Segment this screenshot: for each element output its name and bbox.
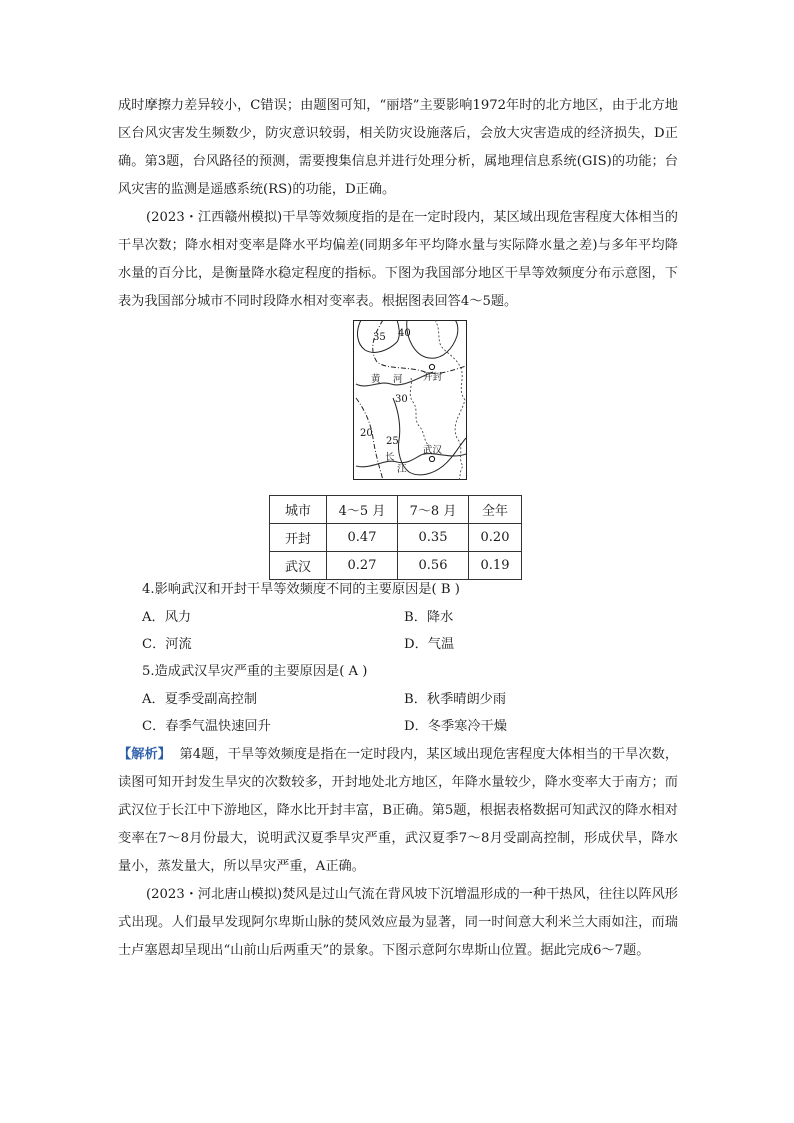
foehn-intro-text: (2023・河北唐山模拟)焚风是过山气流在背风坡下沉增温形成的一种干热风，往往以阵风形式出现。人们最早发现阿尔卑斯山脉的焚风效应最为显著，同一时间意大利米兰大雨如注，而瑞士卢塞恩却呈现出“山前山后两重天”的景象。下图示意阿尔卑斯山位置。据此完成6～7题。	[118, 887, 678, 958]
question-5-option: C．春季气温快速回升	[142, 719, 271, 734]
table-header-cell: 全年	[469, 496, 522, 524]
kaifeng-label: 开封	[423, 372, 443, 383]
paragraph-analysis	[118, 741, 678, 881]
table-cell: 0.19	[469, 552, 522, 580]
huanghe-label-2: 河	[393, 374, 403, 385]
contour-label-20: 20	[360, 428, 373, 439]
table-cell: 开封	[270, 524, 327, 552]
drought-frequency-map	[353, 320, 467, 480]
analysis-text: 第4题，干旱等效频度是指在一定时段内，某区域出现危害程度大体相当的干旱次数，读图可知开封发生旱灾的次数较多，开封地处北方地区，年降水量较少，降水变率大于南方；而武汉位于长江中下游地区，降水比开封丰富，B正确。第5题，根据表格数据可知武汉的降水相对变率在7～8月份最大，说明武汉夏季旱灾严重，武汉夏季7～8月受副高控制，形成伏旱，降水量小，蒸发量大，所以旱灾严重，A正确。	[118, 747, 679, 874]
table-cell: 0.47	[327, 524, 398, 552]
table-cell: 0.20	[469, 524, 522, 552]
question-5-option: D．冬季寒冷干燥	[404, 719, 507, 734]
paragraph-drought-intro	[118, 204, 678, 316]
question-4-option: A．风力	[142, 610, 192, 625]
paragraph-foehn-intro	[118, 881, 678, 965]
table-row	[270, 524, 522, 552]
changjiang-label-2: 江	[397, 464, 407, 475]
kaifeng-marker	[429, 364, 434, 369]
paragraph-typhoon-analysis: 成时摩擦力差异较小，C错误；由题图可知，“丽塔”主要影响1972年时的北方地区，由于北方地区台风灾害发生频数少，防灾意识较弱，相关防灾设施落后，会放大灾害造成的经济损失，D正确。第3题，台风路径的预测，需要搜集信息并进行处理分析，属地理信息系统(GIS)的功能；台风灾害的监测是遥感系统(RS)的功能，D正确。	[118, 98, 678, 197]
table-cell: 0.35	[398, 524, 469, 552]
question-4-option: D．气温	[404, 637, 455, 652]
question-5-option: B．秋季晴朗少雨	[404, 692, 507, 707]
changjiang-label-1: 长	[385, 452, 395, 463]
analysis-label: 【解析】	[118, 747, 171, 762]
question-4-option: B．降水	[404, 610, 454, 625]
table-header-cell: 城市	[270, 496, 327, 524]
table-cell: 武汉	[270, 552, 327, 580]
contour-label-40: 40	[398, 328, 411, 339]
wuhan-marker	[429, 456, 434, 461]
contour-label-35: 35	[373, 332, 386, 343]
huanghe-label-1: 黄	[371, 374, 381, 385]
question-5-stem: 5.造成武汉旱灾严重的主要原因是( A )	[142, 664, 368, 679]
drought-intro-text: (2023・江西赣州模拟)干旱等效频度指的是在一定时段内，某区域出现危害程度大体相当的干旱次数；降水相对变率是降水平均偏差(同期多年平均降水量与实际降水量之差)与多年平均降水量的百分比，是衡量降水稳定程度的指标。下图为我国部分地区干旱等效频度分布示意图，下表为我国部分城市不同时段降水相对变率表。根据图表回答4～5题。	[118, 210, 678, 309]
table-header-row	[270, 496, 522, 524]
question-4-stem: 4.影响武汉和开封干旱等效频度不同的主要原因是( B )	[142, 582, 460, 597]
wuhan-label: 武汉	[423, 445, 443, 456]
question-4-option: C．河流	[142, 637, 192, 652]
precipitation-variability-table	[269, 495, 522, 580]
table-cell: 0.56	[398, 552, 469, 580]
question-5-option: A．夏季受副高控制	[142, 692, 258, 707]
table-header-cell: 7～8 月	[398, 496, 469, 524]
table-cell: 0.27	[327, 552, 398, 580]
contour-label-25: 25	[386, 436, 399, 447]
contour-label-30: 30	[395, 394, 408, 405]
table-header-cell: 4～5 月	[327, 496, 398, 524]
